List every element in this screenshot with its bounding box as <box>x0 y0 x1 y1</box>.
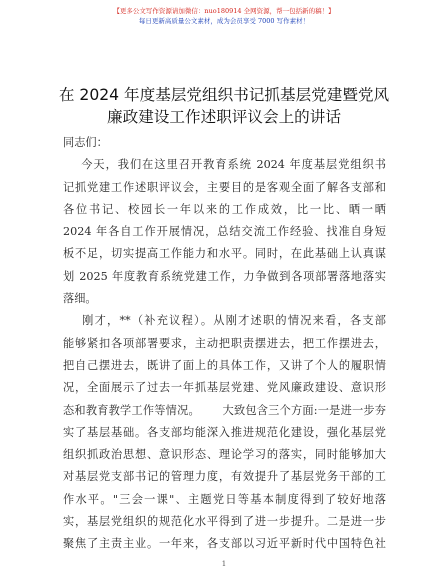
document-title <box>44 84 404 128</box>
body-line: 划 2025 年度教育系统党建工作，力争做到各项部署落地落实 <box>63 269 386 283</box>
title-line-1: 在 2024 年度基层党组织书记抓基层党建暨党风 <box>58 86 390 104</box>
body-line: 落细。 <box>63 292 97 306</box>
body-line: 对基层党支部书记的管理力度，有效提升了基层党务干部的工 <box>63 470 386 484</box>
body-line: 各位书记、校园长一年以来的工作成效，比一比、晒一晒 <box>63 202 386 216</box>
body-line: 记抓党建工作述职评议会，主要目的是客观全面了解各支部和 <box>63 180 386 194</box>
speech-body <box>63 132 386 556</box>
body-line: 作水平。"三会一课"、主题党日等基本制度得到了较好地落 <box>63 492 386 506</box>
body-line: 板不足，切实提高工作能力和水平。同时，在此基础上认真谋 <box>63 247 386 261</box>
body-line: 今天，我们在这里召开教育系统 2024 年度基层党组织书 <box>63 158 386 172</box>
salutation: 同志们： <box>63 136 108 149</box>
body-line: 聚焦了主责主业。一年来，各支部以习近平新时代中国特色社 <box>63 537 386 551</box>
body-line: 况，全面展示了过去一年抓基层党建、党风廉政建设、意识形 <box>63 381 386 395</box>
body-line: 把自己摆进去，既讲了面上的具体工作，又讲了个人的履职情 <box>63 358 386 372</box>
body-line: 实了基层基础。各支部均能深入推进规范化建设，强化基层党 <box>63 425 386 439</box>
promo-banner-line-1: 【更多公文写作资源请加微信：nuo180914 全网资源，帮一包括新的稿！】 <box>113 7 335 15</box>
title-line-2: 廉政建设工作述职评议会上的讲话 <box>107 108 341 126</box>
promo-banner-line-2: 每日更新高质量公文素材，成为会员享受 7000 写作素材！ <box>138 17 310 25</box>
body-line: 能够紧扣各项部署要求，主动把职责摆进去，把工作摆进去， <box>63 336 386 350</box>
page-number: 1 <box>221 560 227 568</box>
body-line: 2024 年各自工作开展情况，总结交流工作经验、找准自身短 <box>63 225 386 239</box>
body-line: 刚才，**（补充议程）。从刚才述职的情况来看，各支部 <box>63 314 386 328</box>
body-line: 实，基层党组织的规范化水平得到了进一步提升。二是进一步 <box>63 515 386 529</box>
body-line: 组织抓政治思想、意识形态、理论学习的落实，同时能够加大 <box>63 448 386 462</box>
body-line: 态和教育教学工作等情况。 大致包含三个方面:一是进一步夯 <box>63 403 386 417</box>
